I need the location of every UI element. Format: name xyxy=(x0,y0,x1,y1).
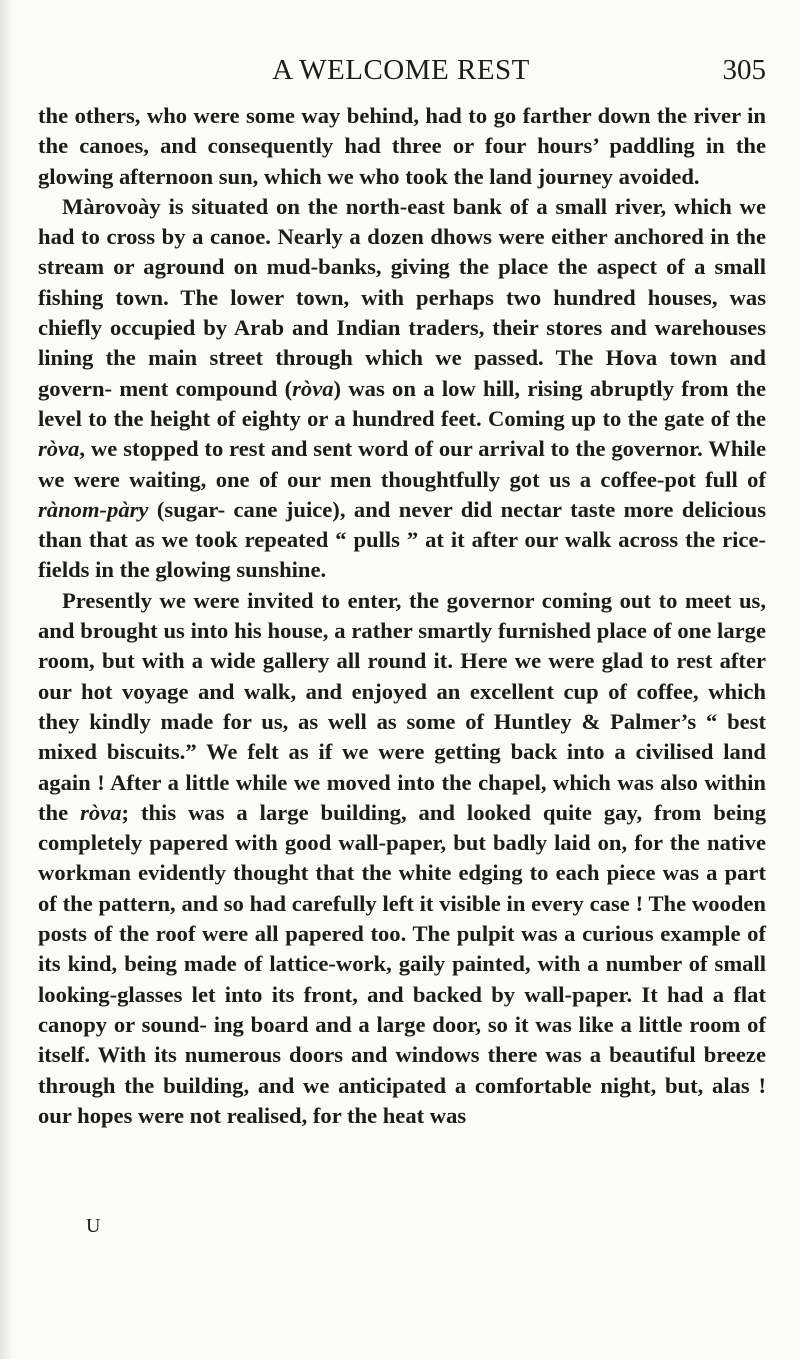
page-gutter-shadow xyxy=(0,0,14,1359)
text-run: (sugar- cane juice), and never did nectar taste more delicious than that as we took repeated “ pulls ” at it after our walk across the rice- fields in the glowing sunshine. xyxy=(38,496,766,583)
running-head xyxy=(36,48,766,92)
body-text xyxy=(38,101,766,1131)
signature-mark: U xyxy=(86,1215,102,1237)
italic-term: ròva xyxy=(80,799,122,825)
text-run: the others, who were some way behind, had to go farther down the river in the canoes, and consequently had three or four hours’ paddling in the glowing afternoon sun, which we who took the land journey avoided. xyxy=(38,103,766,189)
text-run: Presently we were invited to enter, the governor coming out to meet us, and brought us into his house, a rather smartly furnished place of one large room, but with a wide gallery all round it. Here we were glad to rest after our hot voyage and walk, and enjoyed an excellent cup of coffee, which they kindly made for us, as well as some of Huntley & Palmer’s “ best mixed biscuits.” We felt as if we were getting back into a civilised land again ! After a little while we moved into the chapel, which was also within the xyxy=(38,587,766,825)
paragraph-1 xyxy=(38,101,766,192)
italic-term: ròva xyxy=(292,375,334,401)
text-run: ; this was a large building, and looked quite gay, from being completely papered with good wall-paper, but badly laid on, for the native workman evidently thought that the white edging to each piece was a part of the pattern, and so had carefully left it visible in every case ! The wooden posts of the roof were all papered too. The pulpit was a curious example of its kind, being made of lattice-work, gaily painted, with a number of small looking-glasses let into its front, and backed by wall-paper. It had a flat canopy or sound- ing board and a large door, so it was like a little room of itself. With its numerous doors and windows there was a beautiful breeze through the building, and we anticipated a comfortable night, but, alas ! our hopes were not realised, for the heat was xyxy=(38,799,766,1128)
page-number: 305 xyxy=(722,54,766,86)
text-run: , we stopped to rest and sent word of our arrival to the governor. While we were waiting, one of our men thoughtfully got us a coffee-pot full of xyxy=(38,436,766,492)
text-run: ) was on a low hill, rising abruptly from the level to the height of eighty or a hundred feet. Coming up to the gate of the xyxy=(38,375,766,431)
paragraph-3 xyxy=(38,586,766,1131)
italic-term: rànom-pàry xyxy=(38,496,149,522)
paragraph-2 xyxy=(38,192,766,586)
text-run: Màrovoày is situated on the north-east bank of a small river, which we had to cross by a canoe. Nearly a dozen dhows were either anchored in the stream or aground on mud-banks, giving the place the aspect of a small fishing town. The lower town, with perhaps two hundred houses, was chiefly occupied by Arab and Indian traders, their stores and warehouses lining the main street through which we passed. The Hova town and govern- ment compound ( xyxy=(38,193,766,401)
chapter-title: A WELCOME REST xyxy=(272,54,530,86)
italic-term: ròva xyxy=(38,436,80,462)
